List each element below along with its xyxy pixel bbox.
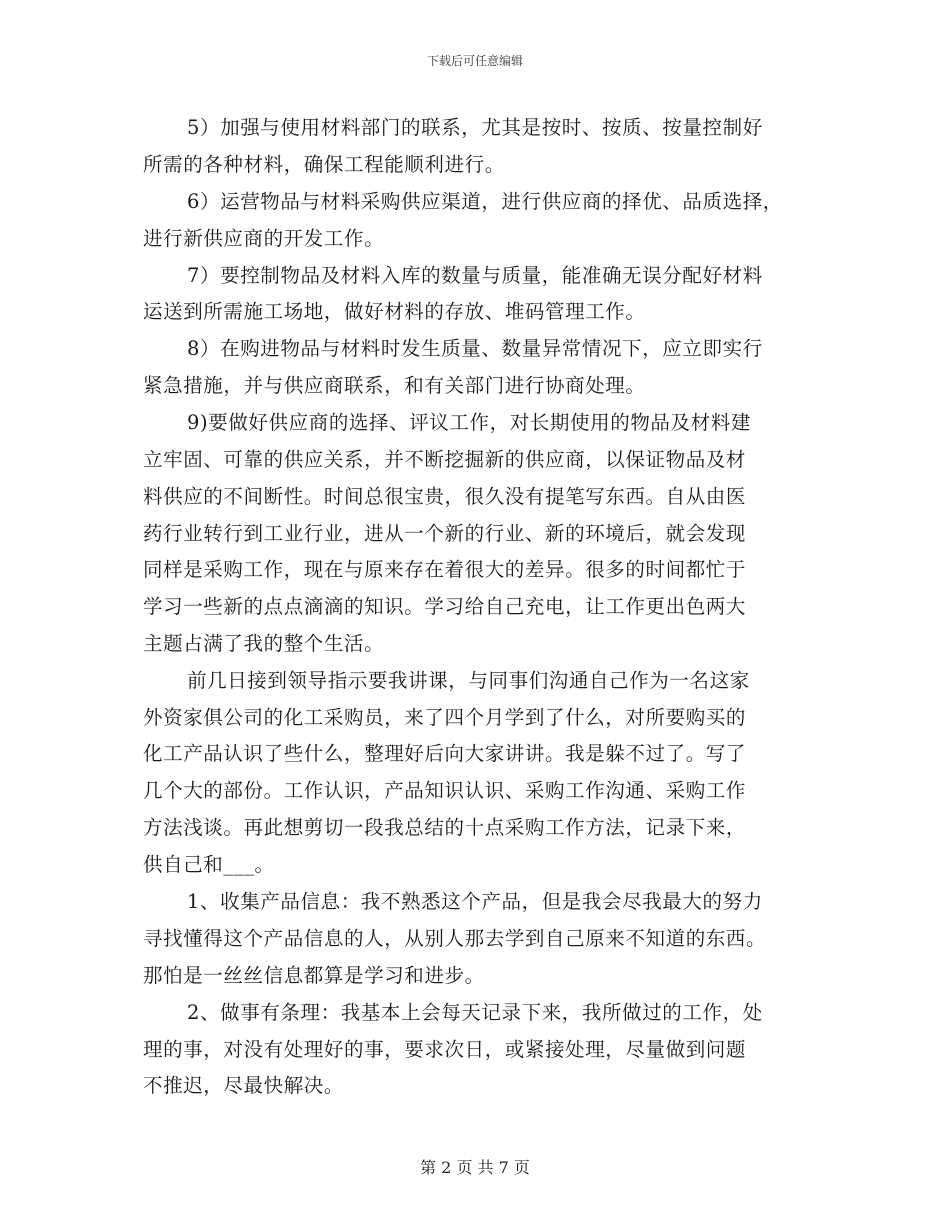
text-line: 学习一些新的点点滴滴的知识。学习给自己充电，让工作更出色两大 (143, 595, 747, 618)
page-header: 下载后可任意编辑 (426, 54, 523, 68)
text-line: 几个大的部份。工作认识，产品知识认识、采购工作沟通、采购工作 (143, 779, 747, 802)
text-line: 5）加强与使用材料部门的联系，尤其是按时、按质、按量控制好 (187, 116, 763, 139)
page-footer: 第 2 页 共 7 页 (420, 1158, 530, 1177)
text-line: 化工产品认识了些什么，整理好后向大家讲讲。我是躲不过了。写了 (143, 742, 747, 765)
text-line: 所需的各种材料，确保工程能顺利进行。 (143, 153, 505, 176)
text-line: 立牢固、可靠的供应关系，并不断挖掘新的供应商，以保证物品及材 (143, 448, 747, 471)
text-line: 方法浅谈。再此想剪切一段我总结的十点采购工作方法，记录下来， (143, 816, 747, 839)
text-line: 紧急措施，并与供应商联系，和有关部门进行协商处理。 (143, 374, 646, 397)
text-line: 供自己和___。 (143, 853, 275, 876)
text-line: 不推迟，尽最快解决。 (143, 1074, 345, 1097)
text-line: 8）在购进物品与材料时发生质量、数量异常情况下，应立即实行 (187, 337, 763, 360)
text-line: 运送到所需施工场地，做好材料的存放、堆码管理工作。 (143, 300, 646, 323)
text-line: 同样是采购工作，现在与原来存在着很大的差异。很多的时间都忙于 (143, 558, 747, 581)
text-line: 寻找懂得这个产品信息的人，从别人那去学到自己原来不知道的东西。 (143, 927, 767, 950)
text-line: 6）运营物品与材料采购供应渠道，进行供应商的择优、品质选择， (187, 190, 783, 213)
text-line: 前几日接到领导指示要我讲课，与同事们沟通自己作为一名这家 (187, 669, 750, 692)
text-line: 药行业转行到工业行业，进从一个新的行业、新的环境后，就会发现 (143, 522, 747, 545)
text-line: 主题占满了我的整个生活。 (143, 632, 385, 655)
text-line: 进行新供应商的开发工作。 (143, 227, 385, 250)
text-line: 1、收集产品信息：我不熟悉这个产品，但是我会尽我最大的努力 (187, 890, 763, 913)
text-line: 那怕是一丝丝信息都算是学习和进步。 (143, 964, 485, 987)
text-line: 料供应的不间断性。时间总很宝贵，很久没有提笔写东西。自从由医 (143, 485, 747, 508)
text-line: 9)要做好供应商的选择、评议工作，对长期使用的物品及材料建 (187, 411, 751, 434)
text-line: 7）要控制物品及材料入库的数量与质量，能准确无误分配好材料 (187, 264, 763, 287)
text-line: 外资家俱公司的化工采购员，来了四个月学到了什么，对所要购买的 (143, 706, 747, 729)
text-line: 2、做事有条理：我基本上会每天记录下来，我所做过的工作，处 (187, 1001, 763, 1024)
text-line: 理的事，对没有处理好的事，要求次日，或紧接处理，尽量做到问题 (143, 1038, 747, 1061)
